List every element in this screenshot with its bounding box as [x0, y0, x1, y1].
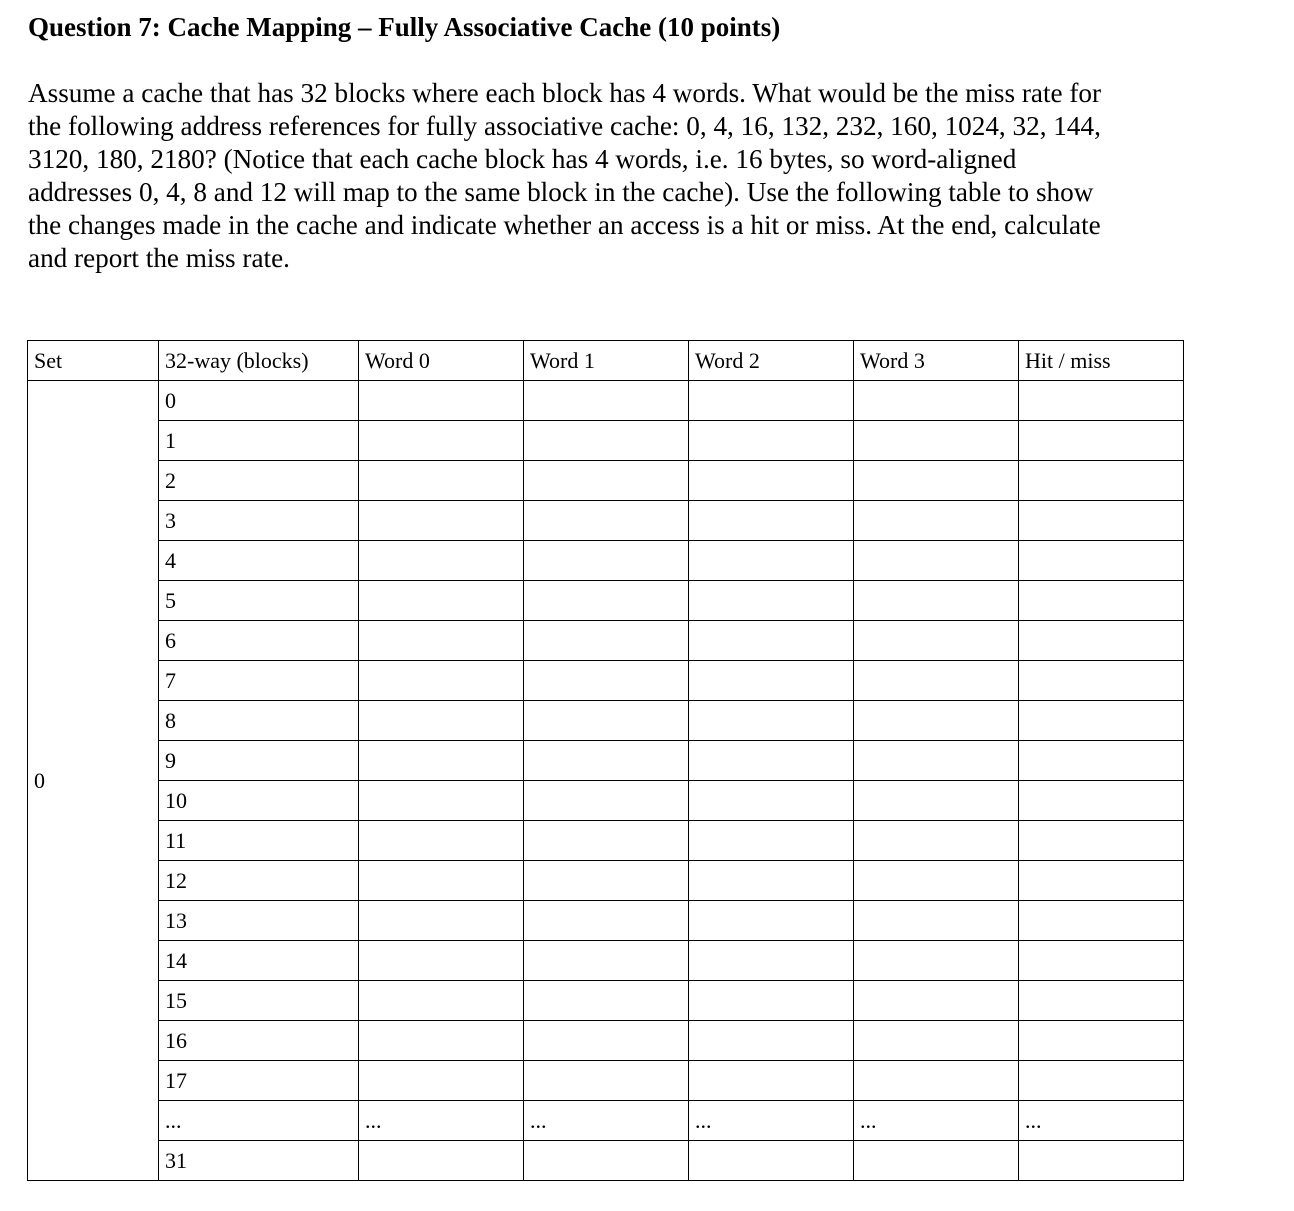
table-row	[28, 1061, 1184, 1101]
hit-miss-cell[interactable]	[1019, 381, 1184, 421]
table-row	[28, 541, 1184, 581]
word-3-cell[interactable]	[854, 501, 1019, 541]
word-2-cell[interactable]	[689, 661, 854, 701]
hit-miss-cell[interactable]	[1019, 421, 1184, 461]
word-0-cell[interactable]	[359, 861, 524, 901]
word-0-cell[interactable]	[359, 821, 524, 861]
word-3-cell[interactable]	[854, 901, 1019, 941]
word-2-cell[interactable]	[689, 381, 854, 421]
word-2-cell[interactable]	[689, 701, 854, 741]
word-0-cell[interactable]: ...	[359, 1101, 524, 1141]
hit-miss-cell[interactable]	[1019, 861, 1184, 901]
block-index-cell: 4	[159, 541, 359, 581]
word-0-cell[interactable]	[359, 661, 524, 701]
word-2-cell[interactable]	[689, 741, 854, 781]
question-text-line: 3120, 180, 2180? (Notice that each cache block has 4 words, i.e. 16 bytes, so word-aligned	[28, 144, 1017, 174]
table-row	[28, 981, 1184, 1021]
block-index-cell: 17	[159, 1061, 359, 1101]
table-row	[28, 1101, 1184, 1141]
hit-miss-cell[interactable]	[1019, 701, 1184, 741]
hit-miss-cell[interactable]	[1019, 541, 1184, 581]
hit-miss-cell[interactable]: ...	[1019, 1101, 1184, 1141]
word-1-cell[interactable]	[524, 701, 689, 741]
header-word-2: Word 2	[689, 341, 854, 381]
word-3-cell[interactable]	[854, 821, 1019, 861]
question-text-line: the following address references for fully associative cache: 0, 4, 16, 132, 232, 160, 1024, 32, 144,	[28, 111, 1101, 141]
table-row	[28, 501, 1184, 541]
question-text-line: addresses 0, 4, 8 and 12 will map to the same block in the cache). Use the following table to show	[28, 177, 1094, 207]
word-3-cell[interactable]	[854, 741, 1019, 781]
word-3-cell[interactable]	[854, 701, 1019, 741]
table-row	[28, 781, 1184, 821]
word-3-cell[interactable]	[854, 541, 1019, 581]
word-1-cell[interactable]	[524, 421, 689, 461]
word-2-cell[interactable]	[689, 1061, 854, 1101]
word-3-cell[interactable]	[854, 781, 1019, 821]
table-row	[28, 661, 1184, 701]
word-3-cell[interactable]	[854, 1021, 1019, 1061]
table-row	[28, 821, 1184, 861]
table-row	[28, 421, 1184, 461]
word-1-cell[interactable]: ...	[524, 1101, 689, 1141]
header-word-0: Word 0	[359, 341, 524, 381]
question-text	[28, 77, 1178, 275]
block-index-cell: 1	[159, 421, 359, 461]
header-blocks: 32-way (blocks)	[159, 341, 359, 381]
hit-miss-cell[interactable]	[1019, 1021, 1184, 1061]
hit-miss-cell[interactable]	[1019, 941, 1184, 981]
header-word-3: Word 3	[854, 341, 1019, 381]
header-set: Set	[28, 341, 159, 381]
word-3-cell[interactable]	[854, 461, 1019, 501]
hit-miss-cell[interactable]	[1019, 981, 1184, 1021]
word-1-cell[interactable]	[524, 741, 689, 781]
table-header-row	[28, 341, 1184, 381]
table-row	[28, 901, 1184, 941]
word-1-cell[interactable]	[524, 1141, 689, 1181]
block-index-cell: 14	[159, 941, 359, 981]
word-1-cell[interactable]	[524, 1061, 689, 1101]
header-word-1: Word 1	[524, 341, 689, 381]
word-3-cell[interactable]	[854, 981, 1019, 1021]
word-1-cell[interactable]	[524, 901, 689, 941]
word-1-cell[interactable]	[524, 661, 689, 701]
word-1-cell[interactable]	[524, 381, 689, 421]
table-row	[28, 1141, 1184, 1181]
block-index-cell: 2	[159, 461, 359, 501]
word-0-cell[interactable]	[359, 901, 524, 941]
word-3-cell[interactable]	[854, 381, 1019, 421]
block-index-cell: 9	[159, 741, 359, 781]
block-index-cell: 5	[159, 581, 359, 621]
word-0-cell[interactable]	[359, 701, 524, 741]
block-index-cell: 8	[159, 701, 359, 741]
table-row	[28, 461, 1184, 501]
word-2-cell[interactable]	[689, 1141, 854, 1181]
word-1-cell[interactable]	[524, 861, 689, 901]
word-1-cell[interactable]	[524, 581, 689, 621]
block-index-cell: 12	[159, 861, 359, 901]
question-text-line: and report the miss rate.	[28, 243, 290, 273]
table-row	[28, 701, 1184, 741]
word-3-cell[interactable]	[854, 621, 1019, 661]
block-index-cell: ...	[159, 1101, 359, 1141]
word-2-cell[interactable]	[689, 781, 854, 821]
table-row	[28, 581, 1184, 621]
header-hit-miss: Hit / miss	[1019, 341, 1184, 381]
word-0-cell[interactable]	[359, 1021, 524, 1061]
word-0-cell[interactable]	[359, 621, 524, 661]
hit-miss-cell[interactable]	[1019, 741, 1184, 781]
hit-miss-cell[interactable]	[1019, 461, 1184, 501]
word-3-cell[interactable]	[854, 1141, 1019, 1181]
block-index-cell: 3	[159, 501, 359, 541]
block-index-cell: 15	[159, 981, 359, 1021]
hit-miss-cell[interactable]	[1019, 781, 1184, 821]
word-3-cell[interactable]: ...	[854, 1101, 1019, 1141]
word-1-cell[interactable]	[524, 461, 689, 501]
block-index-cell: 7	[159, 661, 359, 701]
word-3-cell[interactable]	[854, 581, 1019, 621]
table-row	[28, 381, 1184, 421]
hit-miss-cell[interactable]	[1019, 1141, 1184, 1181]
hit-miss-cell[interactable]	[1019, 1061, 1184, 1101]
word-3-cell[interactable]	[854, 1061, 1019, 1101]
word-2-cell[interactable]	[689, 981, 854, 1021]
word-2-cell[interactable]	[689, 1021, 854, 1061]
word-2-cell[interactable]	[689, 821, 854, 861]
word-2-cell[interactable]	[689, 621, 854, 661]
hit-miss-cell[interactable]	[1019, 661, 1184, 701]
word-1-cell[interactable]	[524, 941, 689, 981]
hit-miss-cell[interactable]	[1019, 821, 1184, 861]
block-index-cell: 6	[159, 621, 359, 661]
word-2-cell[interactable]	[689, 461, 854, 501]
word-1-cell[interactable]	[524, 1021, 689, 1061]
word-3-cell[interactable]	[854, 421, 1019, 461]
cache-table	[27, 340, 1184, 1181]
question-text-line: Assume a cache that has 32 blocks where each block has 4 words. What would be the miss rate for	[28, 78, 1102, 108]
word-0-cell[interactable]	[359, 421, 524, 461]
word-3-cell[interactable]	[854, 661, 1019, 701]
word-2-cell[interactable]	[689, 861, 854, 901]
hit-miss-cell[interactable]	[1019, 581, 1184, 621]
word-3-cell[interactable]	[854, 861, 1019, 901]
word-2-cell[interactable]: ...	[689, 1101, 854, 1141]
block-index-cell: 10	[159, 781, 359, 821]
table-row	[28, 741, 1184, 781]
word-0-cell[interactable]	[359, 461, 524, 501]
table-row	[28, 1021, 1184, 1061]
word-1-cell[interactable]	[524, 781, 689, 821]
word-0-cell[interactable]	[359, 1061, 524, 1101]
set-cell: 0	[28, 381, 159, 1181]
table-row	[28, 941, 1184, 981]
word-2-cell[interactable]	[689, 421, 854, 461]
block-index-cell: 0	[159, 381, 359, 421]
word-0-cell[interactable]	[359, 581, 524, 621]
question-title: Question 7: Cache Mapping – Fully Associative Cache (10 points)	[28, 12, 781, 42]
word-1-cell[interactable]	[524, 621, 689, 661]
word-0-cell[interactable]	[359, 781, 524, 821]
word-1-cell[interactable]	[524, 981, 689, 1021]
word-0-cell[interactable]	[359, 941, 524, 981]
word-0-cell[interactable]	[359, 981, 524, 1021]
table-row	[28, 621, 1184, 661]
word-2-cell[interactable]	[689, 581, 854, 621]
word-2-cell[interactable]	[689, 501, 854, 541]
word-0-cell[interactable]	[359, 501, 524, 541]
word-0-cell[interactable]	[359, 1141, 524, 1181]
word-0-cell[interactable]	[359, 381, 524, 421]
question-text-line: the changes made in the cache and indicate whether an access is a hit or miss. At the end, calculate	[28, 210, 1101, 240]
block-index-cell: 16	[159, 1021, 359, 1061]
table-row	[28, 861, 1184, 901]
table-body	[28, 381, 1184, 1181]
word-0-cell[interactable]	[359, 741, 524, 781]
hit-miss-cell[interactable]	[1019, 501, 1184, 541]
word-1-cell[interactable]	[524, 501, 689, 541]
block-index-cell: 13	[159, 901, 359, 941]
hit-miss-cell[interactable]	[1019, 621, 1184, 661]
word-2-cell[interactable]	[689, 941, 854, 981]
block-index-cell: 11	[159, 821, 359, 861]
word-0-cell[interactable]	[359, 541, 524, 581]
word-1-cell[interactable]	[524, 541, 689, 581]
word-1-cell[interactable]	[524, 821, 689, 861]
word-3-cell[interactable]	[854, 941, 1019, 981]
hit-miss-cell[interactable]	[1019, 901, 1184, 941]
word-2-cell[interactable]	[689, 901, 854, 941]
block-index-cell: 31	[159, 1141, 359, 1181]
word-2-cell[interactable]	[689, 541, 854, 581]
